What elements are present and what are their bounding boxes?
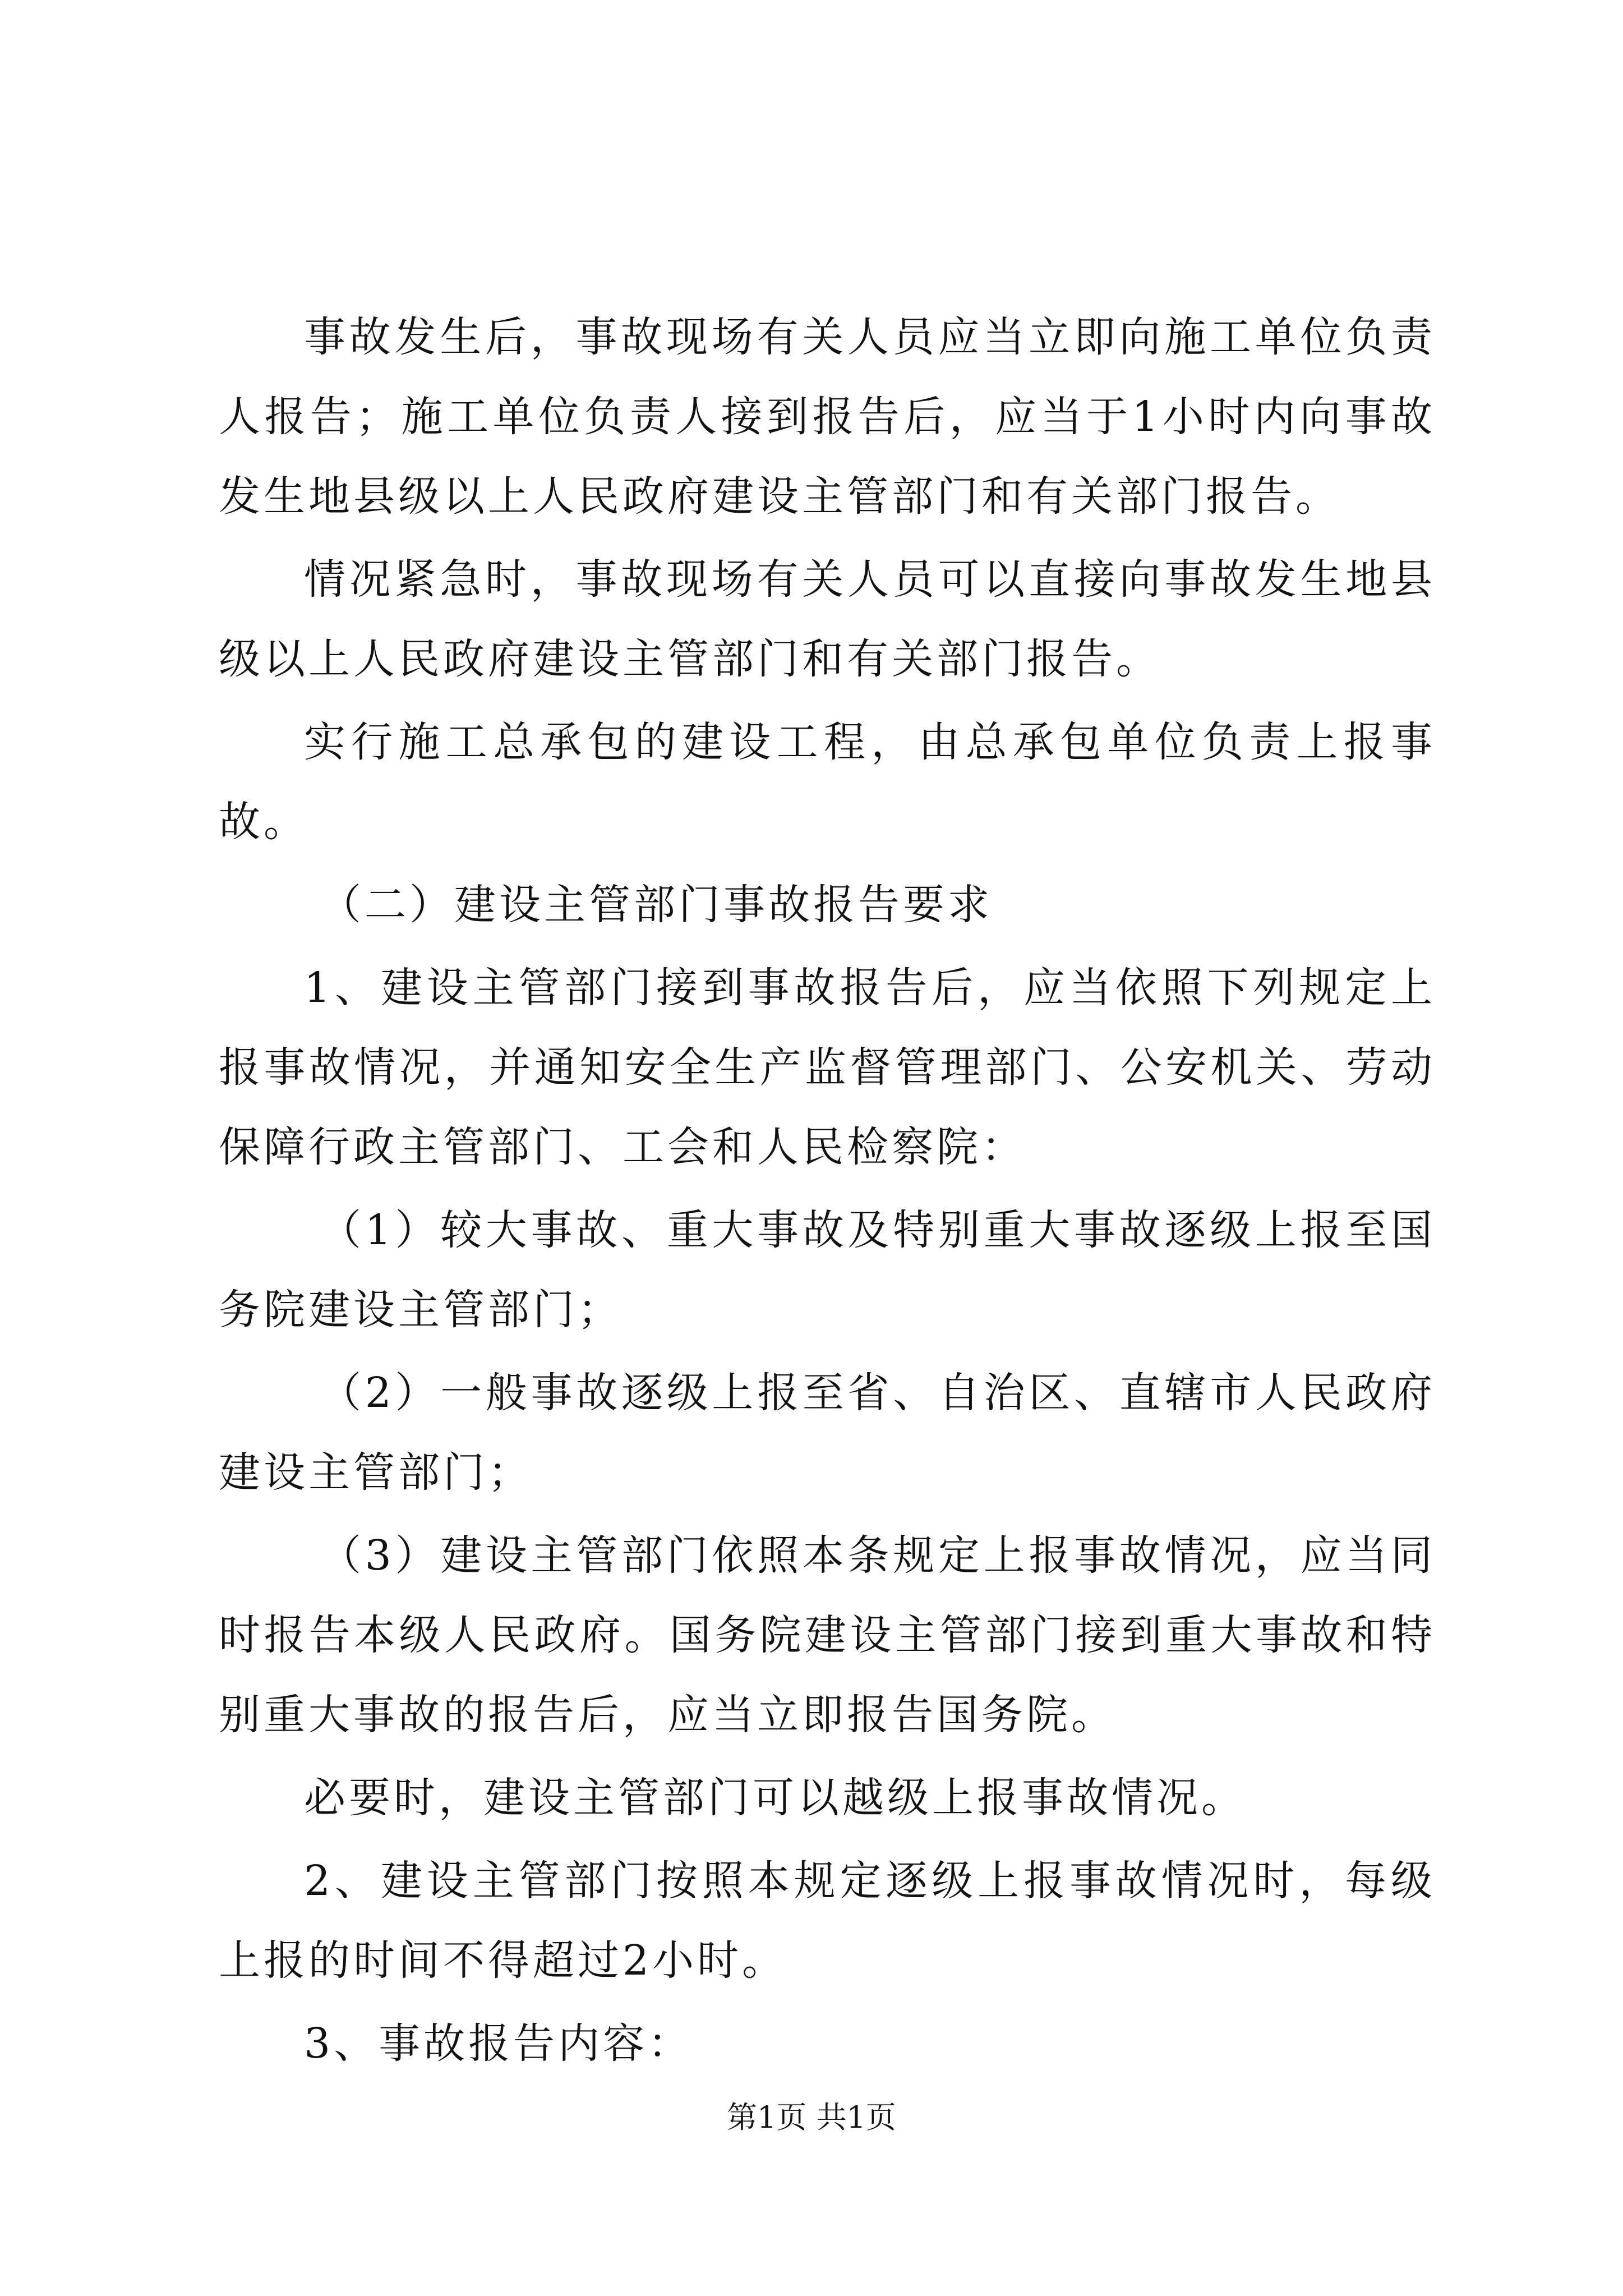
paragraph-emergency-direct-report: 情况紧急时，事故现场有关人员可以直接向事故发生地县级以上人民政府建设主管部门和有关部门报告。 bbox=[219, 555, 1436, 683]
paragraph-accident-report-by-site: 事故发生后，事故现场有关人员应当立即向施工单位负责人报告；施工单位负责人接到报告后，应当于1小时内向事故发生地县级以上人民政府建设主管部门和有关部门报告。 bbox=[219, 313, 1436, 521]
section-heading-authority-requirements: （二）建设主管部门事故报告要求 bbox=[320, 881, 993, 929]
paragraph-subitem-1: （1）较大事故、重大事故及特别重大事故逐级上报至国务院建设主管部门； bbox=[219, 1206, 1436, 1334]
paragraph-item-1: 1、建设主管部门接到事故报告后，应当依照下列规定上报事故情况，并通知安全生产监督管理部门、公安机关、劳动保障行政主管部门、工会和人民检察院： bbox=[219, 964, 1436, 1171]
paragraph-subitem-2: （2）一般事故逐级上报至省、自治区、直辖市人民政府建设主管部门； bbox=[219, 1369, 1436, 1497]
page-footer: 第1页 共1页 bbox=[727, 2100, 896, 2135]
paragraph-subitem-3: （3）建设主管部门依照本条规定上报事故情况，应当同时报告本级人民政府。国务院建设主管部门接到重大事故和特别重大事故的报告后，应当立即报告国务院。 bbox=[219, 1531, 1436, 1739]
paragraph-item-2: 2、建设主管部门按照本规定逐级上报事故情况时，每级上报的时间不得超过2小时。 bbox=[219, 1857, 1436, 1985]
paragraph-item-3: 3、事故报告内容： bbox=[304, 2019, 693, 2068]
paragraph-general-contractor: 实行施工总承包的建设工程，由总承包单位负责上报事故。 bbox=[219, 718, 1436, 846]
paragraph-skip-level-report: 必要时，建设主管部门可以越级上报事故情况。 bbox=[304, 1774, 1246, 1822]
document-body bbox=[219, 297, 1436, 2083]
